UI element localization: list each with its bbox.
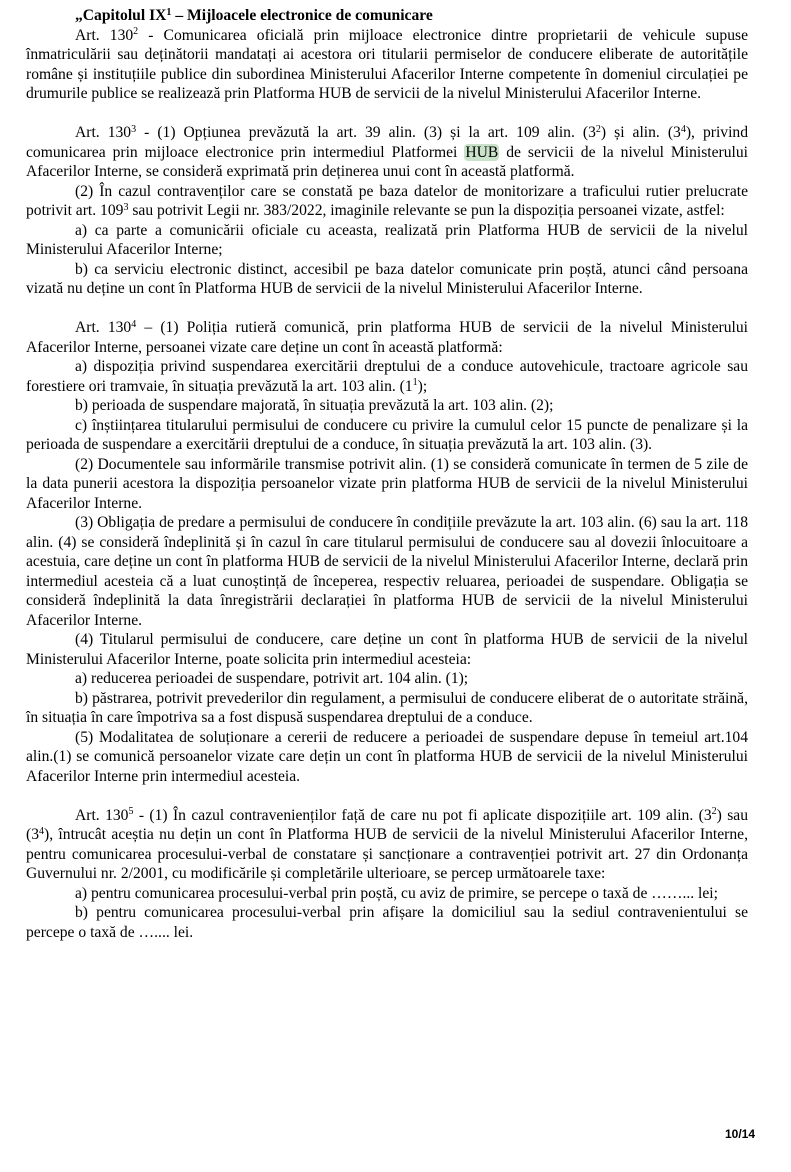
list-item: b) ca serviciu electronic distinct, accesibil pe baza datelor comunicate prin poștă, atunci când persoana vizată nu deține un cont în Platforma HUB de servicii de la nivelul Ministerului Afacerilor Interne. bbox=[26, 260, 748, 297]
document-page bbox=[26, 6, 748, 942]
list-item: b) pentru comunicarea procesului-verbal prin afișare la domiciliul sau la sediul contravenientului se percepe o taxă de ….... lei. bbox=[26, 904, 748, 941]
list-item: a) dispoziția privind suspendarea exercitării dreptului de a conduce autovehicule, tractoare agricole sau forestiere ori tramvaie, în situația prevăzută la art. 103 alin. $(1^1)$; bbox=[26, 358, 748, 395]
article-130-2: Art. $130^2$ - Comunicarea oficială prin mijloace electronice dintre proprietarii de vehicule supuse înmatriculării sau deținătorii mandatați ai acestora ori titularii permiselor de conducere eliberate de autoritățile române și instituțiile publice din subordinea Ministerului Afacerilor Interne competente în domeniul circulației pe drumurile publice se realizează prin Platforma HUB de servicii de la nivelul Ministerului Afacerilor Interne. bbox=[26, 26, 748, 102]
paragraph: Art. $130^3 - (1)$ Opțiunea prevăzută la art. 39 alin. (3) și la art. 109 alin. $(3^2)$ și alin. $(3^4)$, privind comunicarea prin mijloace electronice prin intermediul Platformei HUB de servicii de la nivelul Ministerului Afacerilor Interne, se consideră exprimată prin deținerea unui cont în această platformă. bbox=[26, 123, 749, 180]
list-item: a) ca parte a comunicării oficiale cu aceasta, realizată prin Platforma HUB de servicii de la nivelul Ministerului Afacerilor Interne; bbox=[26, 221, 748, 258]
paragraph: Art. $130^5 - (1)$ În cazul contravenienților față de care nu pot fi aplicate dispozițiile art. 109 alin. $(3^2)$ sau $(3^4)$, întrucât aceștia nu dețin un cont în Platforma HUB de servicii de la nivelul Ministerului Afacerilor Interne, pentru comunicarea procesului-verbal de constatare și sancționare a contravenției potrivit art. 27 din Ordonanța Guvernului nr. 2/2001, cu modificările și completările ulterioare, se percep următoarele taxe: bbox=[26, 806, 748, 882]
chapter-heading: „Capitolul $IX^1$ – Mijloacele electronice de comunicare bbox=[75, 6, 433, 24]
paragraph: (4) Titularul permisului de conducere, care deține un cont în platforma HUB de servicii de la nivelul Ministerului Afacerilor Interne, poate solicita prin intermediul acesteia: bbox=[26, 631, 748, 668]
article-130-4 bbox=[26, 318, 748, 786]
search-highlight[interactable]: HUB bbox=[465, 143, 499, 161]
paragraph: (3) Obligația de predare a permisului de conducere în condițiile prevăzute la art. 103 alin. (6) sau la art. 118 alin. (4) se consideră îndeplinită și în cazul în care titularul permisului de conducere sau al dovezii înlocuitoare a acestuia, care deține un cont în platforma HUB de servicii de la nivelul Ministerului Afacerilor Interne, declară prin intermediul acesteia că a luat cunoștință de începerea, respectiv reluarea, perioadei de suspendare. Obligația se consideră îndeplinită la data înregistrării declarației în platforma HUB de servicii de la nivelul Ministerului Afacerilor Interne. bbox=[26, 514, 748, 629]
list-item: b) păstrarea, potrivit prevederilor din regulament, a permisului de conducere eliberat de o autoritate străină, în situația în care împotriva sa a fost dispusă suspendarea dreptului de a conduce. bbox=[26, 689, 748, 726]
list-item: a) pentru comunicarea procesului-verbal prin poștă, cu aviz de primire, se percepe o taxă de ……... lei; bbox=[75, 884, 718, 902]
article-130-5 bbox=[26, 806, 748, 943]
list-item: b) perioada de suspendare majorată, în situația prevăzută la art. 103 alin. (2); bbox=[75, 397, 554, 414]
list-item: a) reducerea perioadei de suspendare, potrivit art. 104 alin. (1); bbox=[75, 670, 469, 687]
paragraph: (2) Documentele sau informările transmise potrivit alin. (1) se consideră comunicate în termen de 5 zile de la data punerii acestora la dispoziția persoanelor vizate prin platforma HUB de servicii de la nivelul Ministerului Afacerilor Interne. bbox=[26, 455, 748, 512]
paragraph: (2) În cazul contravenților care se constată pe baza datelor de monitorizare a traficului rutier prelucrate potrivit art. $109^3$ sau potrivit Legii nr. 383/2022, imaginile relevante se pun la dispoziția persoanei vizate, astfel: bbox=[26, 182, 748, 219]
paragraph: (5) Modalitatea de soluționare a cererii de reducere a perioadei de suspendare depuse în temeiul art.104 alin.(1) se comunică persoanelor vizate care dețin un cont în platforma HUB de servicii de la nivelul Ministerului Afacerilor Interne prin intermediul acesteia. bbox=[26, 728, 748, 785]
paragraph: Art. $130^4 - (1)$ Poliția rutieră comunică, prin platforma HUB de servicii de la nivelul Ministerului Afacerilor Interne, persoanei vizate care deține un cont în această platformă: bbox=[26, 318, 748, 356]
article-130-3 bbox=[26, 123, 748, 299]
page-number: 10/14 bbox=[724, 1127, 755, 1141]
list-item: c) înștiințarea titularului permisului de conducere cu privire la cumulul celor 15 puncte de penalizare și la perioada de suspendare a exercitării dreptului de a conduce, în situația prevăzută la art. 103 alin. (3). bbox=[26, 416, 748, 453]
